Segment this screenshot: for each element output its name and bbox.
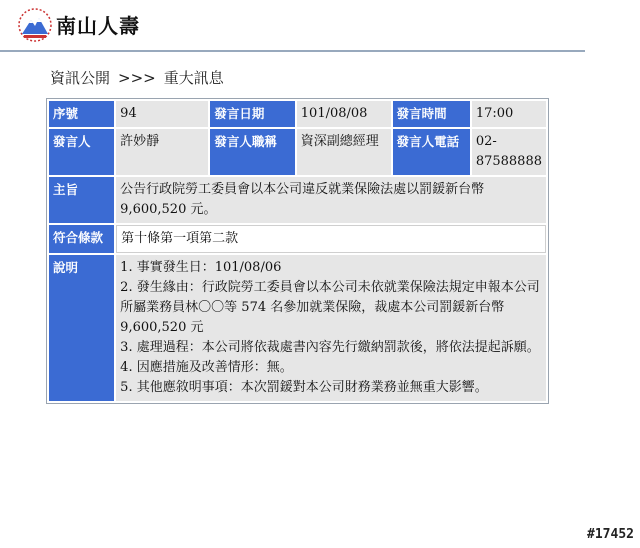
description-value — [116, 255, 546, 401]
date-value: 101/08/08 — [297, 101, 391, 127]
time-label: 發言時間 — [393, 101, 470, 127]
image-id-watermark: #17452 — [587, 527, 634, 542]
speaker-label: 發言人 — [49, 129, 114, 175]
clause-value: 第十條第一項第二款 — [116, 225, 546, 253]
time-value: 17:00 — [472, 101, 546, 127]
seq-label: 序號 — [49, 101, 114, 127]
brand-name: 南山人壽 — [56, 14, 140, 38]
seq-value: 94 — [116, 101, 208, 127]
table-row — [49, 129, 546, 175]
speaker-phone-label: 發言人電話 — [393, 129, 470, 175]
date-label: 發言日期 — [210, 101, 294, 127]
table-row — [49, 225, 546, 253]
breadcrumb-current: 重大訊息 — [163, 69, 224, 87]
speaker-title-value: 資深副總經理 — [297, 129, 391, 175]
table-row — [49, 177, 546, 223]
description-line-1: 1. 事實發生日：101/08/06 — [120, 260, 282, 275]
description-line-2: 2. 發生緣由：行政院勞工委員會以本公司未依就業保險法規定申報本公司所屬業務員林〇〇等 574 名參加就業保險，裁處本公司罰鍰新台幣 9,600,520 元 — [120, 280, 540, 335]
nanshan-mountain-logo-icon — [18, 8, 52, 42]
description-line-4: 4. 因應措施及改善情形：無。 — [120, 360, 293, 375]
subject-label: 主旨 — [49, 177, 114, 223]
description-line-3: 3. 處理過程：本公司將依裁處書內容先行繳納罰款後，將依法提起訴願。 — [120, 340, 540, 355]
description-line-5: 5. 其他應敘明事項：本次罰鍰對本公司財務業務並無重大影響。 — [120, 380, 488, 395]
page-header — [0, 0, 585, 52]
breadcrumb — [50, 67, 224, 88]
speaker-phone-value: 02-87588888 — [472, 129, 546, 175]
description-label: 說明 — [49, 255, 114, 401]
speaker-title-label: 發言人職稱 — [210, 129, 294, 175]
subject-value: 公告行政院勞工委員會以本公司違反就業保險法處以罰鍰新台幣 9,600,520 元。 — [116, 177, 546, 223]
table-row — [49, 255, 546, 401]
announcement-table — [46, 98, 549, 404]
table-row — [49, 101, 546, 127]
breadcrumb-separator: >>> — [118, 69, 156, 87]
breadcrumb-section[interactable]: 資訊公開 — [50, 69, 111, 87]
speaker-value: 許妙靜 — [116, 129, 208, 175]
clause-label: 符合條款 — [49, 225, 114, 253]
